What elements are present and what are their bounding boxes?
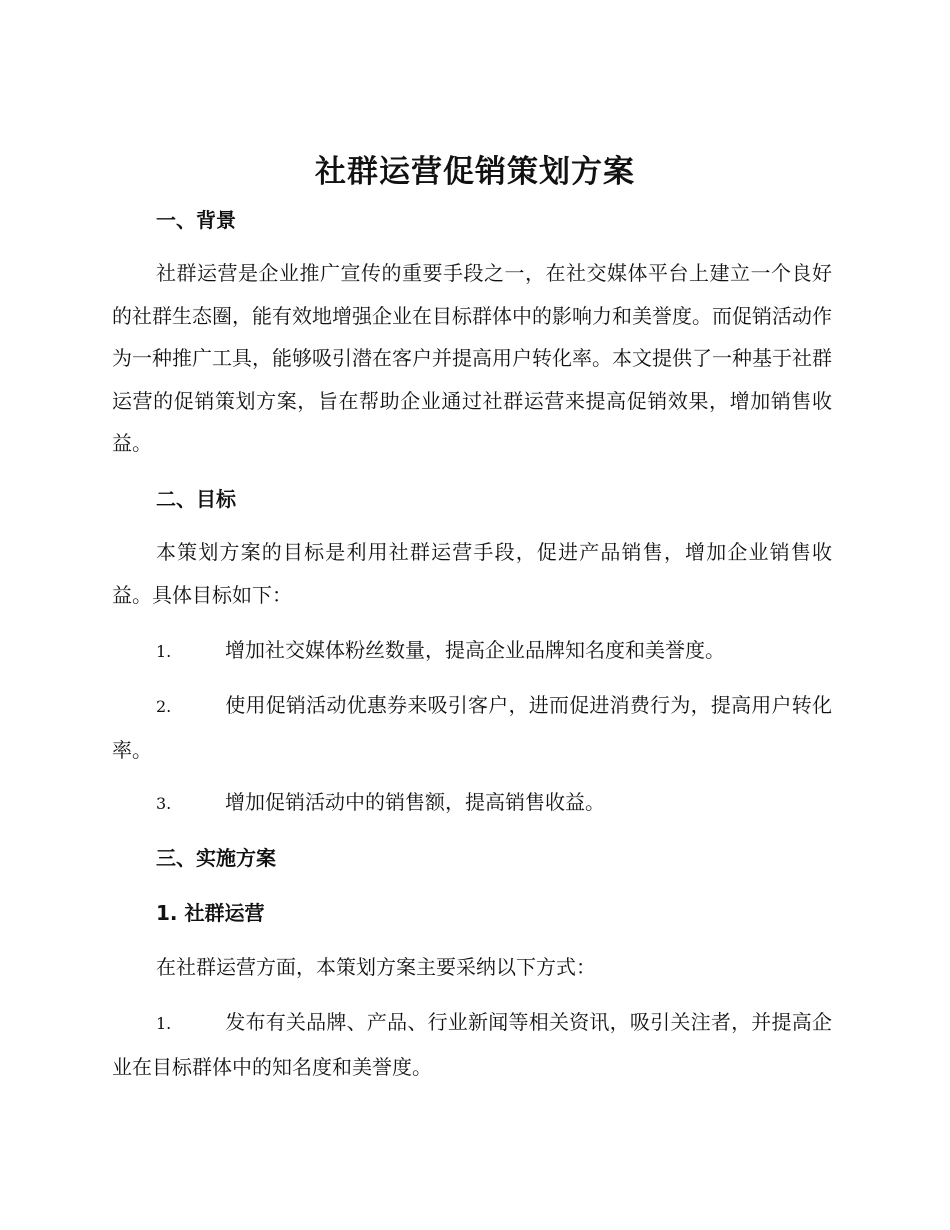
subheading-community-operation: 1. 社群运营: [156, 901, 265, 925]
implementation-list-item: [112, 1001, 832, 1088]
list-item-text: 增加社交媒体粉丝数量，提高企业品牌知名度和美誉度。: [225, 638, 725, 662]
background-paragraph: 社群运营是企业推广宣传的重要手段之一，在社交媒体平台上建立一个良好的社群生态圈，能有效地增强企业在目标群体中的影响力和美誉度。而促销活动作为一种推广工具，能够吸引潜在客户并提高用户转化率。本文提供了一种基于社群运营的促销策划方案，旨在帮助企业通过社群运营来提高促销效果，增加销售收益。: [112, 261, 832, 455]
section-heading-background: 一、背景: [156, 208, 236, 232]
section-heading-goals: 二、目标: [156, 487, 236, 511]
goal-list-item: [112, 781, 832, 826]
implementation-paragraph: 在社群运营方面，本策划方案主要采纳以下方式：: [156, 955, 596, 979]
list-number: 3.: [156, 794, 172, 813]
list-item-text: 使用促销活动优惠券来吸引客户，进而促进消费行为，提高用户转化率。: [112, 693, 832, 762]
list-number: 2.: [156, 697, 172, 716]
goal-list-item: [112, 629, 832, 674]
goal-list-item: [112, 684, 832, 771]
list-item-text: 发布有关品牌、产品、行业新闻等相关资讯，吸引关注者，并提高企业在目标群体中的知名度和美誉度。: [112, 1010, 832, 1079]
list-number: 1.: [156, 642, 172, 661]
section-heading-implementation: 三、实施方案: [156, 846, 276, 870]
goals-paragraph: 本策划方案的目标是利用社群运营手段，促进产品销售，增加企业销售收益。具体目标如下：: [112, 540, 832, 607]
document-title: 社群运营促销策划方案: [315, 154, 635, 190]
list-number: 1.: [156, 1014, 172, 1033]
list-item-text: 增加促销活动中的销售额，提高销售收益。: [225, 790, 605, 814]
